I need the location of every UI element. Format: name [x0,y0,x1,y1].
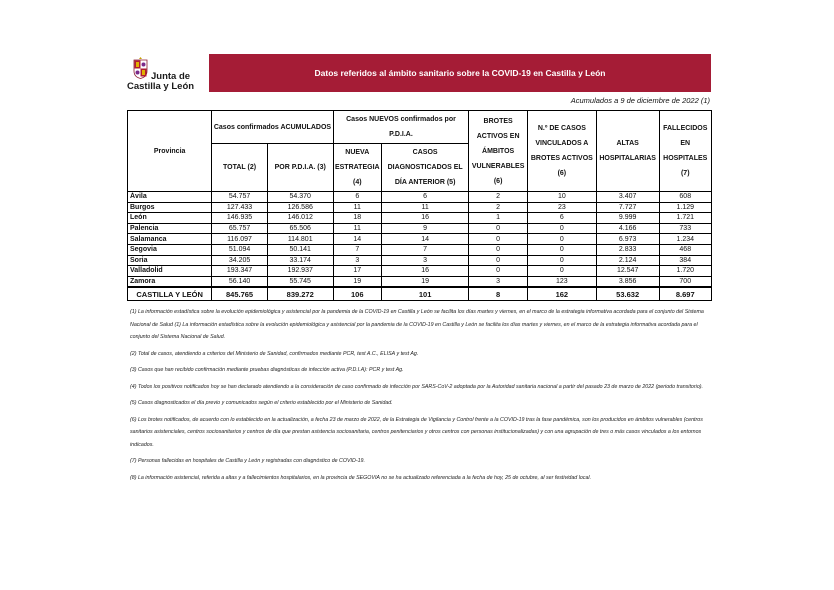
table-cell: 0 [527,234,596,245]
table-cell: 0 [527,223,596,234]
table-cell: 17 [333,266,381,277]
table-cell: 1 [469,213,528,224]
footnote: (5) Casos diagnosticados el día previo y comunicados según el criterio establecido por el Ministerio de Sanidad. [130,400,393,406]
table-cell: 7 [333,244,381,255]
table-cell: 2 [469,202,528,213]
table-cell: 733 [659,223,712,234]
table-row [128,192,712,203]
logo-text-line2: Castilla y León [127,81,195,92]
table-cell: 608 [659,192,712,203]
table-cell: 146.012 [267,213,333,224]
total-label: CASTILLA Y LEÓN [128,287,212,301]
table-cell: 468 [659,244,712,255]
total-cell: 106 [333,287,381,301]
table-cell: 6 [527,213,596,224]
covid-data-table [127,110,712,301]
table-cell: 65.506 [267,223,333,234]
table-row [128,213,712,224]
table-cell: 2.833 [596,244,659,255]
footnotes [130,306,715,488]
table-cell: 3 [381,255,468,266]
table-row [128,202,712,213]
table-cell: 0 [527,266,596,277]
table-cell: 1.721 [659,213,712,224]
table-cell: 11 [333,202,381,213]
province-name: León [128,213,212,224]
footnote: (6) Los brotes notificados, de acuerdo con lo establecido en la actualización, a fecha 23 de marzo de 2022, de la Estrategia de Vigilancia y Control frente a la COVID-19 tras la fase pandémica, son los producidos en ámbitos vulnerables (centros sanitarios asistenciales, centros sociosanitarios y centros de día que prestan asistencia sociosanitaria, centros penitenciarios y otros centros con personas institucionalizadas) y con una agrupación de tres o más casos vinculados a los entornos indicados. [130,416,703,448]
table-cell: 384 [659,255,712,266]
logo-text-line1: Junta de [151,71,191,82]
table-cell: 193.347 [212,266,268,277]
table-cell: 1.234 [659,234,712,245]
table-cell: 9.999 [596,213,659,224]
table-row [128,244,712,255]
table-row [128,266,712,277]
table-cell: 1.720 [659,266,712,277]
table-cell: 9 [381,223,468,234]
table-cell: 3 [469,276,528,287]
table-cell: 56.140 [212,276,268,287]
header-num-casos: N.º DE CASOS VINCULADOS A BROTES ACTIVOS (6) [527,111,596,192]
table-cell: 2.124 [596,255,659,266]
table-cell: 19 [381,276,468,287]
table-cell: 3.407 [596,192,659,203]
header-fallecidos: FALLECIDOS EN HOSPITALES (7) [659,111,712,192]
table-cell: 2 [469,192,528,203]
header-group-nuevos: Casos NUEVOS confirmados por P.D.I.A. [333,111,469,144]
footnote: (1) La información estadística sobre la evolución epidemiológica y asistencial por la pandemia de la COVID-19 en Castilla y León se facilita los días martes y viernes, en el marco de la estrategia informativa acordada para el conjunto del Sistema Nacional de Salud (1) La información estadística sobre la evolución epidemiológica y asistencial por la pandemia de la COVID-19 en Castilla y León se facilita los días martes y viernes, en el marco de la estrategia informativa acordada para el conjunto del Sistema Nacional de Salud. [130,309,704,340]
table-cell: 146.935 [212,213,268,224]
table-cell: 6.973 [596,234,659,245]
table-cell: 116.097 [212,234,268,245]
footnote: (3) Casos que han recibido confirmación mediante pruebas diagnósticas de infección activa (P.D.I.A): PCR y test Ag. [130,367,404,373]
table-cell: 123 [527,276,596,287]
table-cell: 23 [527,202,596,213]
table-cell: 127.433 [212,202,268,213]
header-brotes: BROTES ACTIVOS EN ÁMBITOS VULNERABLES (6) [469,111,528,192]
table-cell: 55.745 [267,276,333,287]
table-cell: 12.547 [596,266,659,277]
total-cell: 845.765 [212,287,268,301]
header-group-acumulados: Casos confirmados ACUMULADOS [212,111,333,144]
total-cell: 839.272 [267,287,333,301]
table-cell: 16 [381,213,468,224]
table-cell: 7 [381,244,468,255]
province-name: Soria [128,255,212,266]
footnote: (4) Todos los positivos notificados hoy se han declarado atendiendo a la consideración de caso confirmado de infección por SARS-CoV-2 adoptada por la Autoridad sanitaria nacional a partir del pasado 23 de marzo de 2022 (periodo transitorio). [130,383,703,390]
table-cell: 11 [381,202,468,213]
table-cell: 10 [527,192,596,203]
total-cell: 8.697 [659,287,712,301]
header-pdia: POR P.D.I.A. (3) [267,144,333,192]
table-cell: 33.174 [267,255,333,266]
table-cell: 50.141 [267,244,333,255]
table-row [128,255,712,266]
province-name: Segovia [128,244,212,255]
total-cell: 101 [381,287,468,301]
header-altas: ALTAS HOSPITALARIAS [596,111,659,192]
total-cell: 8 [469,287,528,301]
table-cell: 0 [469,255,528,266]
table-cell: 54.370 [267,192,333,203]
table-cell: 7.727 [596,202,659,213]
table-cell: 19 [333,276,381,287]
table-cell: 0 [469,244,528,255]
footnote: (7) Personas fallecidas en hospitales de Castilla y León y registradas con diagnóstico de COVID-19. [130,458,365,464]
table-cell: 4.166 [596,223,659,234]
table-row [128,276,712,287]
header-total: TOTAL (2) [212,144,268,192]
table-row [128,234,712,245]
table-cell: 0 [469,234,528,245]
table-cell: 6 [381,192,468,203]
table-cell: 54.757 [212,192,268,203]
table-cell: 126.586 [267,202,333,213]
total-cell: 162 [527,287,596,301]
table-row [128,223,712,234]
table-cell: 1.129 [659,202,712,213]
total-cell: 53.632 [596,287,659,301]
table-cell: 65.757 [212,223,268,234]
table-cell: 6 [333,192,381,203]
title-banner: Datos referidos al ámbito sanitario sobre la COVID-19 en Castilla y León [209,54,711,92]
province-name: Ávila [128,192,212,203]
province-name: Palencia [128,223,212,234]
table-cell: 3.856 [596,276,659,287]
footnote: (2) Total de casos, atendiendo a criterios del Ministerio de Sanidad, confirmados mediante PCR, test A.C., ELISA y test Ag. [130,350,419,357]
table-cell: 0 [469,266,528,277]
province-name: Salamanca [128,234,212,245]
table-cell: 0 [527,244,596,255]
total-row [128,287,712,301]
table-cell: 3 [333,255,381,266]
table-cell: 16 [381,266,468,277]
province-name: Valladolid [128,266,212,277]
province-name: Zamora [128,276,212,287]
coat-of-arms-icon [133,57,148,79]
table-cell: 11 [333,223,381,234]
table-cell: 192.937 [267,266,333,277]
table-cell: 51.094 [212,244,268,255]
accumulated-date: Acumulados a 9 de diciembre de 2022 (1) [570,96,710,105]
header-provincia: Provincia [128,111,212,192]
table-cell: 700 [659,276,712,287]
table-cell: 114.801 [267,234,333,245]
header-casos-dia-anterior: CASOS DIAGNOSTICADOS EL DÍA ANTERIOR (5) [381,144,468,192]
table-cell: 14 [333,234,381,245]
table-cell: 14 [381,234,468,245]
table-cell: 0 [527,255,596,266]
province-name: Burgos [128,202,212,213]
table-cell: 18 [333,213,381,224]
footnote: (8) La información asistencial, referida a altas y a fallecimientos hospitalarios, en la provincia de SEGOVIA no se ha actualizado referenciada a la fecha de hoy, 25 de octubre, al ser festividad local. [130,474,592,481]
header-nueva-estrategia: NUEVA ESTRATEGIA (4) [333,144,381,192]
junta-logo [126,57,206,93]
table-cell: 34.205 [212,255,268,266]
table-cell: 0 [469,223,528,234]
